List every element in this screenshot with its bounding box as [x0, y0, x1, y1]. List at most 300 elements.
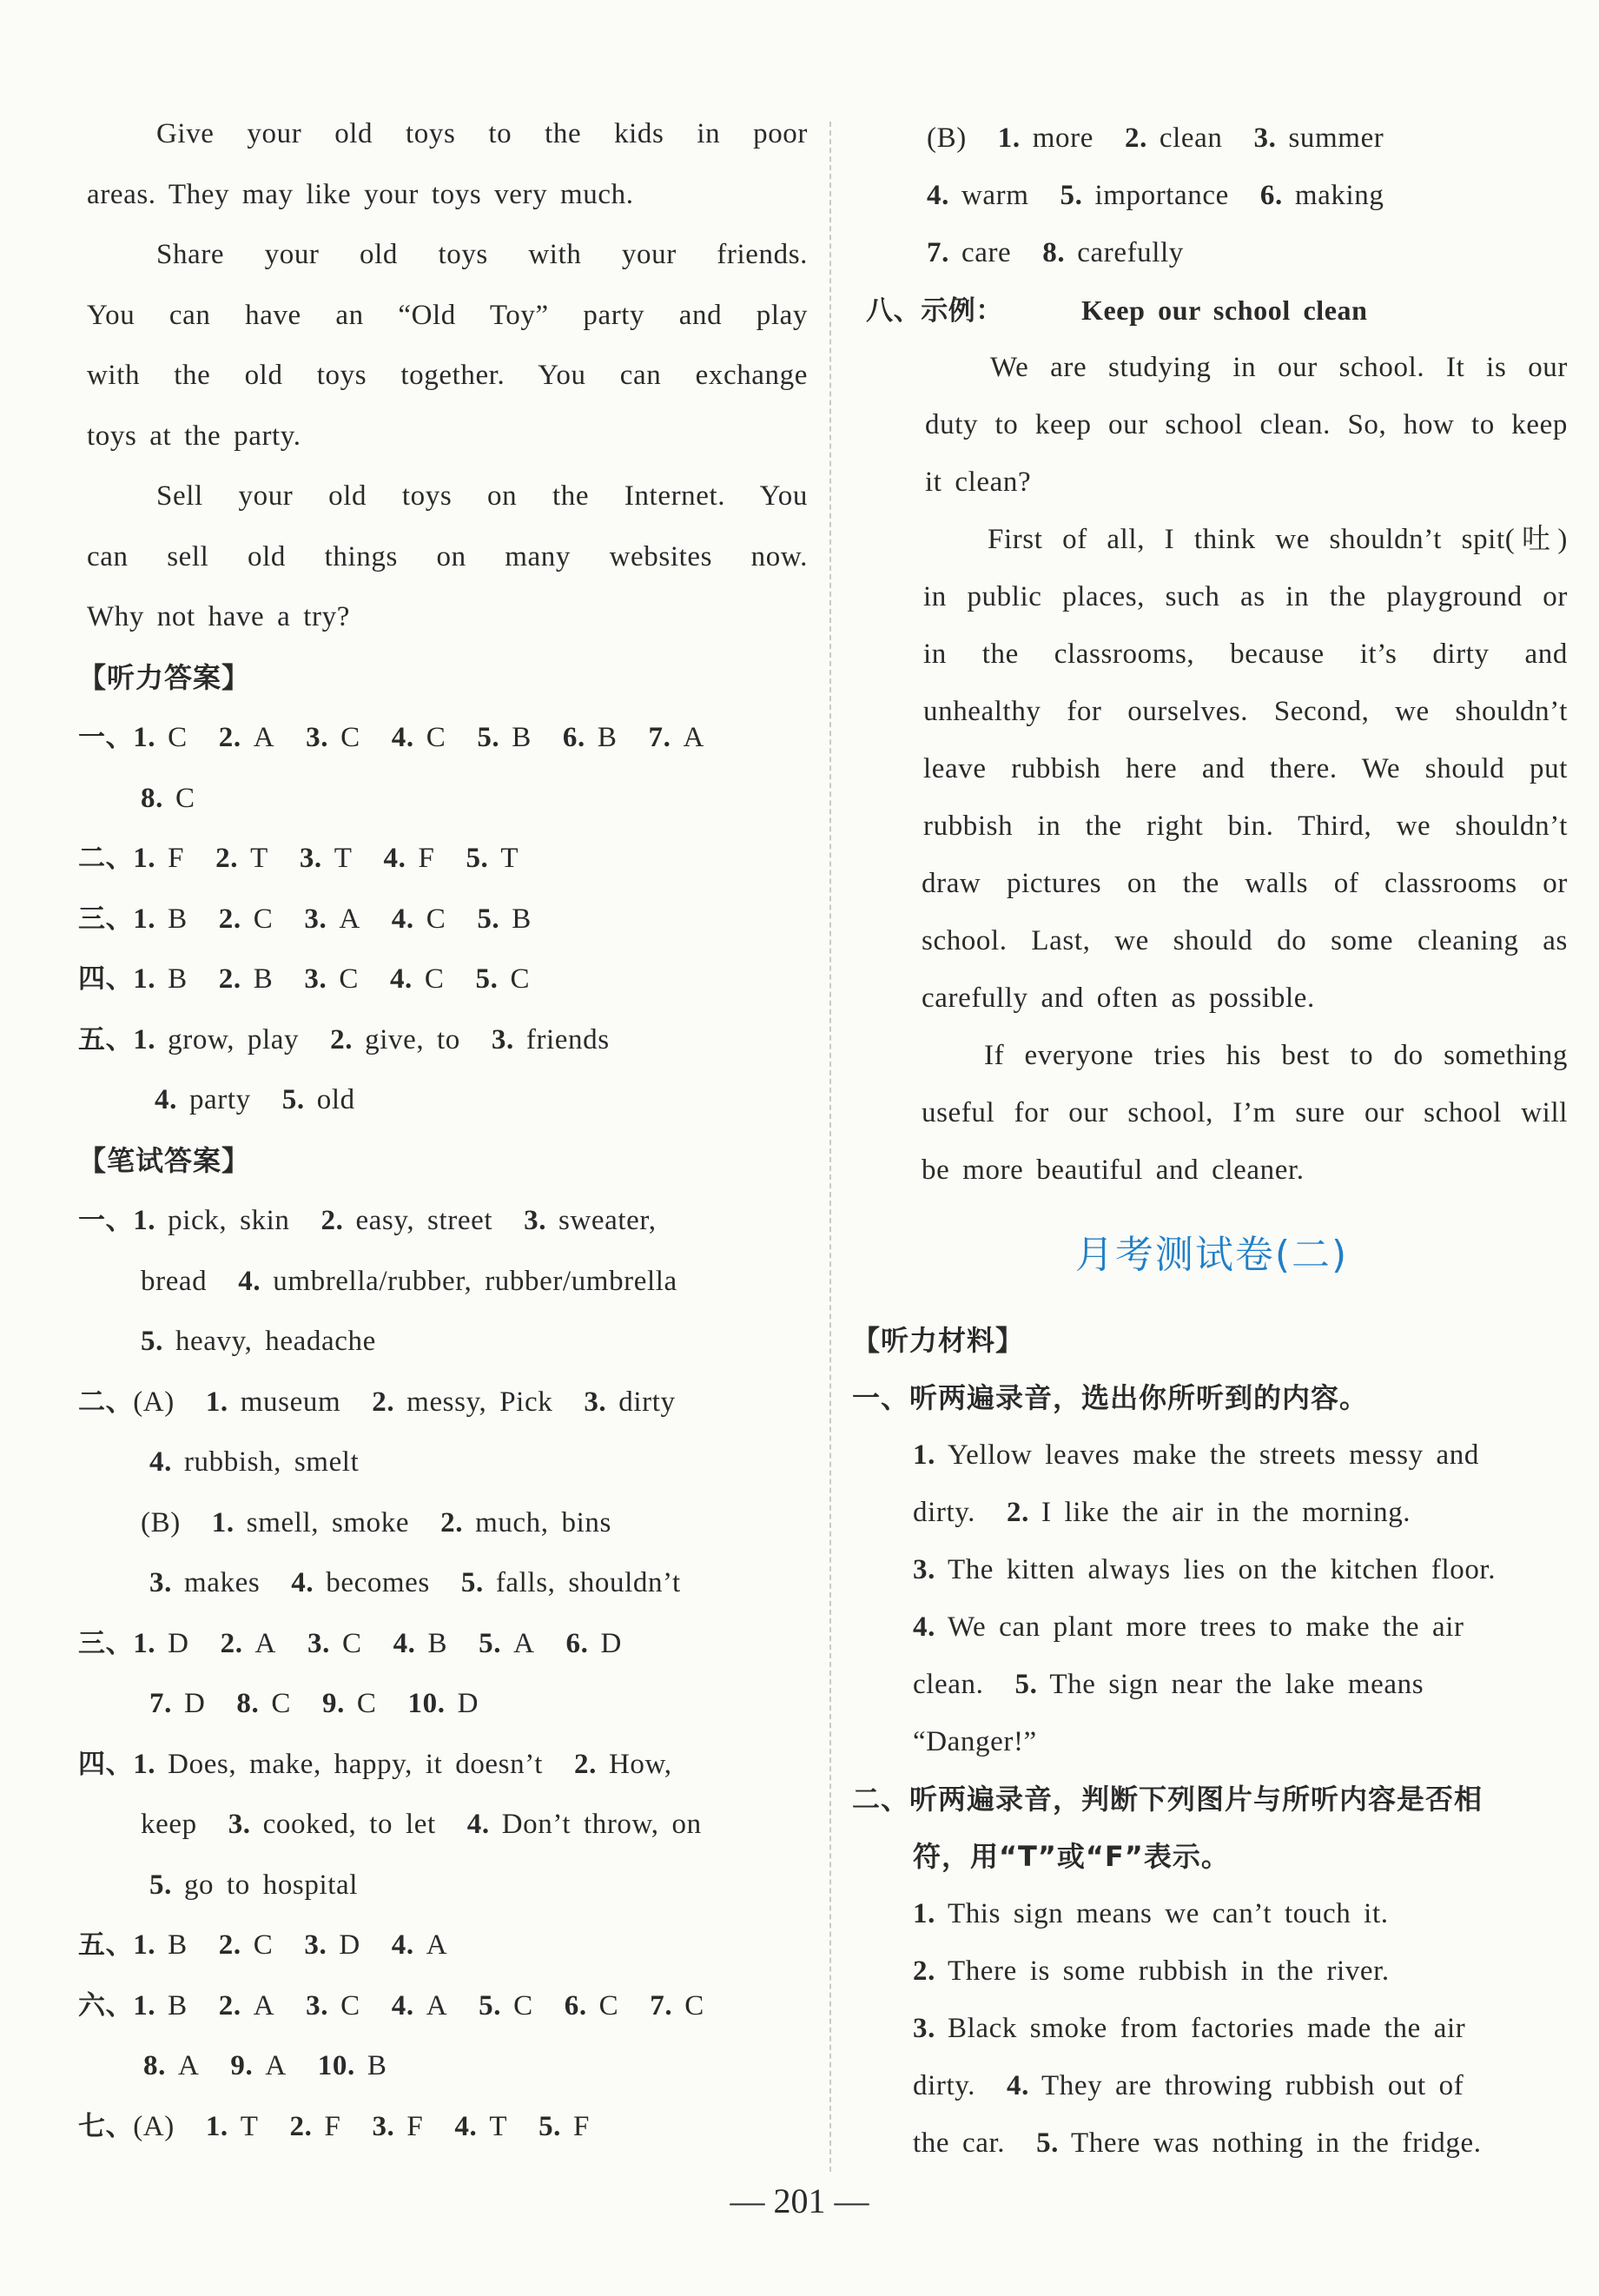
answer-line — [87, 1070, 808, 1131]
column-divider — [829, 122, 831, 2172]
answer-text: C — [424, 963, 445, 995]
answer-group — [913, 1554, 1496, 1585]
answer-text: C — [340, 722, 360, 753]
item-number: 1. — [133, 1627, 156, 1659]
answer-text: They are throwing rubbish out of — [1041, 2070, 1464, 2101]
answer-text: D — [600, 1627, 622, 1659]
item-number: 5. — [141, 1326, 163, 1357]
item-number: 2. — [218, 1929, 241, 1961]
item-number: 3. — [228, 1809, 251, 1840]
answer-group — [133, 1749, 671, 1780]
answer-line — [856, 167, 1568, 224]
item-number: 1. — [133, 1748, 156, 1780]
text-line — [856, 1942, 1568, 2000]
answer-text: Does, make, happy, it doesn’t — [168, 1748, 543, 1780]
item-number: 9. — [230, 2050, 254, 2081]
section-title: 二、听两遍录音，判断下列图片与所听内容是否相 — [852, 1783, 1483, 1816]
answer-line: 三、1. B 2. C 3. A 4. C 5. B — [78, 903, 532, 935]
item-number: 2. — [372, 1386, 395, 1418]
answer-group — [133, 963, 530, 995]
answer-text: B — [253, 963, 274, 995]
answer-text: T — [500, 843, 519, 874]
answer-group — [133, 722, 704, 753]
answer-text: go to hospital — [183, 1869, 359, 1901]
answer-text: B — [427, 1627, 448, 1659]
item-number: 6. — [564, 1989, 587, 2021]
item-number: 3. — [524, 1205, 547, 1236]
text-line: leave rubbish here and there. We should put — [923, 753, 1568, 784]
answer-text: Don’t throw, on — [501, 1809, 702, 1840]
essay-heading-line: 八、示例： Keep our school clean — [866, 294, 1368, 327]
answer-line: 五、1. B 2. C 3. D 4. A — [78, 1929, 448, 1961]
answer-text: clean — [1159, 122, 1223, 154]
answer-text: C — [340, 1989, 360, 2021]
text-line — [856, 1541, 1568, 1598]
answer-text: dirty — [618, 1386, 676, 1418]
test-title: 月考测试卷(二) — [1074, 1233, 1349, 1277]
answer-text: C — [341, 1627, 362, 1659]
answer-text: care — [961, 237, 1012, 268]
item-number: 3. — [491, 1023, 514, 1055]
item-number: 5. — [466, 843, 489, 874]
item-number: 3. — [913, 1554, 935, 1585]
answer-line — [87, 1674, 808, 1735]
answer-text: C — [426, 722, 446, 753]
item-number: 5. — [460, 1567, 484, 1598]
answer-text: (B) — [927, 122, 967, 154]
item-number: 3. — [304, 963, 327, 995]
answer-text: We can plant more trees to make the air — [947, 1611, 1464, 1643]
text-line — [856, 1484, 1568, 1541]
text-line: it clean? — [925, 466, 1032, 498]
answer-text: F — [168, 843, 185, 874]
item-number: 3. — [913, 2013, 935, 2044]
answer-text: umbrella/rubber, rubber/umbrella — [273, 1265, 677, 1297]
text-line — [856, 2114, 1568, 2172]
item-number: 5. — [281, 1084, 305, 1115]
answer-group — [133, 1929, 447, 1961]
answer-line: 五、1. grow, play 2. give, to 3. friends — [78, 1023, 610, 1055]
answer-line — [87, 1553, 808, 1614]
answer-text: C — [356, 1688, 377, 1719]
answer-text: heavy, headache — [175, 1326, 376, 1357]
text-line: Give your old toys to the kids in poor — [156, 118, 808, 149]
item-number: 4. — [291, 1567, 314, 1598]
answer-group — [133, 1024, 610, 1055]
answer-group — [913, 1669, 1424, 1700]
answer-line: 一、1. C 2. A 3. C 4. C 5. B 6. B 7. A — [78, 722, 704, 753]
answer-text: A — [513, 1627, 535, 1659]
item-number: 1. — [205, 1386, 228, 1418]
answer-text: I like the air in the morning. — [1041, 1497, 1411, 1528]
text-line — [856, 1426, 1568, 1484]
item-number: 9. — [321, 1688, 345, 1719]
text-line — [856, 1598, 1568, 1656]
item-number: 4. — [238, 1265, 261, 1297]
item-number: 2. — [289, 2110, 313, 2142]
answer-group — [155, 1084, 355, 1115]
answer-text: C — [253, 903, 274, 935]
answer-text: rubbish, smelt — [183, 1446, 360, 1478]
item-number: 7. — [927, 237, 949, 268]
answer-line: 三、1. D 2. A 3. C 4. B 5. A 6. D — [78, 1627, 622, 1659]
item-number: 4. — [391, 903, 414, 935]
answer-text: C — [426, 903, 446, 935]
right-column — [852, 109, 1568, 2172]
text-line: draw pictures on the walls of classrooms or — [922, 868, 1568, 899]
item-number: 4. — [383, 843, 406, 874]
answer-text: The kitten always lies on the kitchen floor. — [947, 1554, 1497, 1585]
answer-text: C — [339, 963, 359, 995]
item-number: 4. — [391, 1989, 414, 2021]
item-number: 1. — [133, 1205, 156, 1236]
item-number: 5. — [1060, 180, 1083, 211]
answer-text: B — [168, 903, 188, 935]
answer-group — [133, 903, 532, 935]
answer-group — [913, 2127, 1482, 2159]
text-line: unhealthy for ourselves. Second, we shouldn’t — [923, 696, 1568, 727]
answer-group — [133, 843, 519, 874]
text-line — [856, 2000, 1568, 2057]
answer-line — [87, 1856, 808, 1916]
text-line: in public places, such as in the playground or — [923, 581, 1568, 612]
item-number: 2. — [218, 963, 241, 995]
answer-text: A — [254, 1627, 276, 1659]
item-number: 8. — [236, 1688, 260, 1719]
item-number: 4. — [1007, 2070, 1029, 2101]
item-number: 1. — [133, 1989, 156, 2021]
answer-line: 七、(A) 1. T 2. F 3. F 4. T 5. F — [78, 2110, 590, 2142]
answer-group — [913, 1439, 1479, 1471]
text-line: If everyone tries his best to do something — [984, 1040, 1568, 1071]
item-number: 4. — [466, 1809, 490, 1840]
answer-text: How, — [608, 1748, 672, 1780]
item-number: 5. — [1014, 1669, 1038, 1700]
item-number: 1. — [133, 903, 156, 935]
answer-text: cooked, to let — [262, 1809, 436, 1840]
text-line: useful for our school, I’m sure our school will — [922, 1097, 1568, 1128]
answer-group — [141, 1809, 702, 1840]
answer-group — [133, 1628, 622, 1659]
answer-group — [133, 1205, 656, 1236]
answer-text: A — [426, 1929, 448, 1961]
answer-text: D — [457, 1688, 479, 1719]
answer-line — [87, 1493, 808, 1554]
text-line: Share your old toys with your friends. — [156, 239, 808, 270]
item-number: 5. — [477, 722, 500, 753]
answer-text: C — [598, 1989, 619, 2021]
answer-line: 六、1. B 2. A 3. C 4. A 5. C 6. C 7. C — [78, 1989, 704, 2021]
answer-text: C — [684, 1989, 704, 2021]
text-line — [856, 1656, 1568, 1713]
answer-text: A — [339, 903, 360, 935]
item-number: 4. — [155, 1084, 177, 1115]
item-number: 4. — [913, 1611, 935, 1643]
item-number: 8. — [1042, 237, 1066, 268]
text-line: areas. They may like your toys very much. — [87, 178, 634, 210]
answer-text: sweater, — [558, 1205, 657, 1236]
answer-text: bread — [141, 1265, 208, 1297]
item-number: 1. — [913, 1439, 935, 1471]
section-title: 一、听两遍录音，选出你所听到的内容。 — [852, 1381, 1369, 1414]
answer-text: smell, smoke — [246, 1506, 410, 1538]
answer-group — [141, 1507, 611, 1538]
answer-text: B — [168, 1929, 188, 1961]
answer-line — [87, 1312, 808, 1373]
answer-text: summer — [1288, 122, 1384, 154]
item-number: 1. — [133, 1929, 156, 1961]
answer-line: 四、1. Does, make, happy, it doesn’t 2. How, — [78, 1748, 672, 1780]
item-number: 10. — [407, 1688, 446, 1719]
item-number: 2. — [913, 1955, 935, 1987]
item-number: 2. — [1007, 1497, 1029, 1528]
item-number: 2. — [218, 722, 241, 753]
item-number: 5. — [1036, 2127, 1060, 2159]
answer-text: D — [339, 1929, 360, 1961]
answer-text: museum — [240, 1386, 341, 1418]
answer-group — [133, 1386, 675, 1418]
item-number: 4. — [454, 2110, 478, 2142]
item-number: 3. — [306, 722, 329, 753]
answer-text: pick, skin — [168, 1205, 290, 1236]
answer-text: clean. — [913, 1669, 984, 1700]
answer-group — [143, 2050, 387, 2081]
answer-text: The sign near the lake means — [1049, 1669, 1424, 1700]
item-number: 6. — [562, 722, 585, 753]
answer-text: B — [168, 963, 188, 995]
answer-group — [913, 1898, 1389, 1929]
answer-text: keep — [141, 1809, 197, 1840]
answer-text: F — [573, 2110, 590, 2142]
text-line: rubbish in the right bin. Third, we shouldn’t — [923, 811, 1568, 842]
answer-group — [927, 122, 1384, 154]
answer-text: the car. — [913, 2127, 1006, 2159]
item-number: 2. — [330, 1023, 353, 1055]
answer-text: A — [683, 722, 704, 753]
answer-text: There is some rubbish in the river. — [947, 1955, 1390, 1987]
text-line: We are studying in our school. It is our — [990, 352, 1568, 383]
answer-text: carefully — [1077, 237, 1184, 268]
item-number: 3. — [372, 2110, 395, 2142]
left-column — [78, 104, 808, 2157]
item-number: 8. — [141, 782, 163, 814]
answer-text: C — [175, 782, 195, 814]
item-number: 7. — [648, 722, 671, 753]
item-number: 4. — [391, 1929, 414, 1961]
answer-group — [149, 1869, 358, 1901]
answer-group — [149, 1567, 681, 1598]
text-line: Why not have a try? — [87, 601, 350, 632]
answer-text: more — [1032, 122, 1094, 154]
answer-line — [87, 1433, 808, 1493]
item-number: 2. — [218, 1989, 241, 2021]
item-number: 8. — [143, 2050, 166, 2081]
item-number: 1. — [997, 122, 1021, 154]
item-number: 7. — [149, 1688, 172, 1719]
item-number: 5. — [477, 903, 500, 935]
answer-group — [133, 1990, 704, 2021]
answer-text: (A) — [133, 2110, 175, 2142]
answer-text: making — [1294, 180, 1384, 211]
answer-text: F — [418, 843, 435, 874]
page-number: — 201 — — [730, 2181, 869, 2220]
item-number: 1. — [211, 1506, 235, 1538]
text-line: can sell old things on many websites now. — [87, 540, 808, 572]
answer-text: messy, Pick — [406, 1386, 553, 1418]
answer-line — [87, 1795, 808, 1856]
text-line: First of all, I think we shouldn’t spit(吐) — [988, 524, 1568, 555]
item-number: 6. — [1259, 180, 1283, 211]
answer-text: B — [512, 722, 532, 753]
answer-group — [141, 1326, 376, 1357]
item-number: 10. — [317, 2050, 355, 2081]
answer-text: T — [240, 2110, 259, 2142]
text-line: be more beautiful and cleaner. — [922, 1155, 1305, 1186]
answer-line — [856, 224, 1568, 281]
item-number: 4. — [149, 1446, 172, 1478]
answer-text: C — [510, 963, 531, 995]
listening-materials-header: 【听力材料】 — [852, 1324, 1025, 1357]
answer-group — [149, 1688, 479, 1719]
item-number: 5. — [479, 1989, 502, 2021]
text-line: You can have an “Old Toy” party and play — [87, 299, 808, 331]
item-number: 5. — [539, 2110, 562, 2142]
text-line: school. Last, we should do some cleaning as — [922, 925, 1568, 956]
answer-text: A — [253, 1989, 275, 2021]
item-number: 1. — [913, 1898, 935, 1929]
answer-group — [927, 237, 1184, 268]
text-line: carefully and often as possible. — [922, 983, 1315, 1014]
text-line: “Danger!” — [913, 1726, 1037, 1757]
answer-group — [913, 2013, 1465, 2044]
answer-line: 二、1. F 2. T 3. T 4. F 5. T — [78, 843, 519, 874]
item-number: 7. — [650, 1989, 673, 2021]
written-answers-header: 【笔试答案】 — [78, 1143, 251, 1177]
answer-text: Black smoke from factories made the air — [947, 2013, 1466, 2044]
answer-text: (A) — [133, 1386, 175, 1418]
text-line: toys at the party. — [87, 420, 301, 452]
answer-text: This sign means we can’t touch it. — [947, 1898, 1389, 1929]
answer-text: T — [334, 843, 353, 874]
answer-text: falls, shouldn’t — [495, 1567, 681, 1598]
answer-group — [149, 1446, 359, 1478]
item-number: 2. — [573, 1748, 597, 1780]
item-number: 5. — [479, 1627, 502, 1659]
answer-text: A — [177, 2050, 200, 2081]
answer-text: D — [168, 1627, 189, 1659]
item-number: 3. — [1253, 122, 1277, 154]
answer-line: 二、(A) 1. museum 2. messy, Pick 3. dirty — [78, 1386, 676, 1418]
item-number: 6. — [565, 1627, 589, 1659]
answer-text: There was nothing in the fridge. — [1071, 2127, 1482, 2159]
text-line: with the old toys together. You can exchange — [87, 360, 808, 391]
answer-text: B — [168, 1989, 188, 2021]
answer-group — [913, 1497, 1411, 1528]
item-number: 3. — [299, 843, 322, 874]
answer-text: old — [316, 1084, 355, 1115]
answer-text: give, to — [365, 1023, 460, 1055]
item-number: 4. — [927, 180, 949, 211]
item-number: 3. — [304, 903, 327, 935]
answer-text: warm — [961, 180, 1029, 211]
item-number: 4. — [391, 722, 414, 753]
item-number: 2. — [215, 843, 239, 874]
item-number: 3. — [307, 1627, 330, 1659]
answer-group — [913, 1611, 1464, 1643]
answer-text: friends — [525, 1023, 610, 1055]
text-line: in the classrooms, because it’s dirty and — [923, 639, 1568, 670]
item-number: 2. — [320, 1205, 344, 1236]
answer-text: C — [513, 1989, 533, 2021]
answer-text: much, bins — [475, 1506, 611, 1538]
item-number: 2. — [220, 1627, 243, 1659]
answer-text: party — [188, 1084, 251, 1115]
answer-text: T — [489, 2110, 508, 2142]
answer-text: Yellow leaves make the streets messy and — [947, 1439, 1479, 1471]
answer-text: A — [253, 722, 275, 753]
answer-text: A — [265, 2050, 287, 2081]
text-line: duty to keep our school clean. So, how to keep — [925, 409, 1568, 440]
answer-text: C — [168, 722, 188, 753]
answer-text: C — [253, 1929, 274, 1961]
answer-text: easy, street — [355, 1205, 493, 1236]
answer-line: 四、1. B 2. B 3. C 4. C 5. C — [78, 963, 531, 995]
item-number: 5. — [475, 963, 499, 995]
item-number: 1. — [205, 2110, 228, 2142]
answer-text: B — [367, 2050, 387, 2081]
answer-text: F — [406, 2110, 424, 2142]
item-number: 5. — [149, 1869, 172, 1901]
item-number: 4. — [393, 1627, 416, 1659]
answer-text: D — [183, 1688, 206, 1719]
answer-text: (B) — [141, 1506, 181, 1538]
answer-text: T — [250, 843, 268, 874]
answer-text: F — [324, 2110, 341, 2142]
item-number: 1. — [133, 963, 156, 995]
item-number: 1. — [133, 722, 156, 753]
answer-line — [856, 109, 1568, 167]
answer-text: makes — [183, 1567, 261, 1598]
item-number: 1. — [133, 1023, 156, 1055]
item-number: 3. — [304, 1929, 327, 1961]
item-number: 3. — [584, 1386, 607, 1418]
item-number: 2. — [440, 1506, 464, 1538]
answer-text: dirty. — [913, 2070, 976, 2101]
answer-group — [141, 783, 195, 814]
item-number: 3. — [149, 1567, 172, 1598]
answer-text: B — [512, 903, 532, 935]
answer-group — [913, 1955, 1390, 1987]
text-line — [856, 2057, 1568, 2114]
answer-text: becomes — [326, 1567, 430, 1598]
item-number: 2. — [1124, 122, 1147, 154]
answer-group — [927, 180, 1384, 211]
item-number: 2. — [218, 903, 241, 935]
answer-text: grow, play — [168, 1023, 300, 1055]
answer-text: A — [426, 1989, 448, 2021]
answer-line: 一、1. pick, skin 2. easy, street 3. sweater, — [78, 1205, 657, 1236]
essay-title: Keep our school clean — [1081, 294, 1368, 326]
text-line: Sell your old toys on the Internet. You — [156, 480, 808, 512]
item-number: 1. — [133, 843, 156, 874]
item-number: 3. — [306, 1989, 329, 2021]
answer-group — [133, 2111, 590, 2142]
listening-answers-header: 【听力答案】 — [78, 660, 251, 694]
answer-text: B — [597, 722, 618, 753]
answer-line — [87, 1252, 808, 1313]
answer-text: C — [271, 1688, 291, 1719]
answer-line — [87, 2036, 808, 2097]
